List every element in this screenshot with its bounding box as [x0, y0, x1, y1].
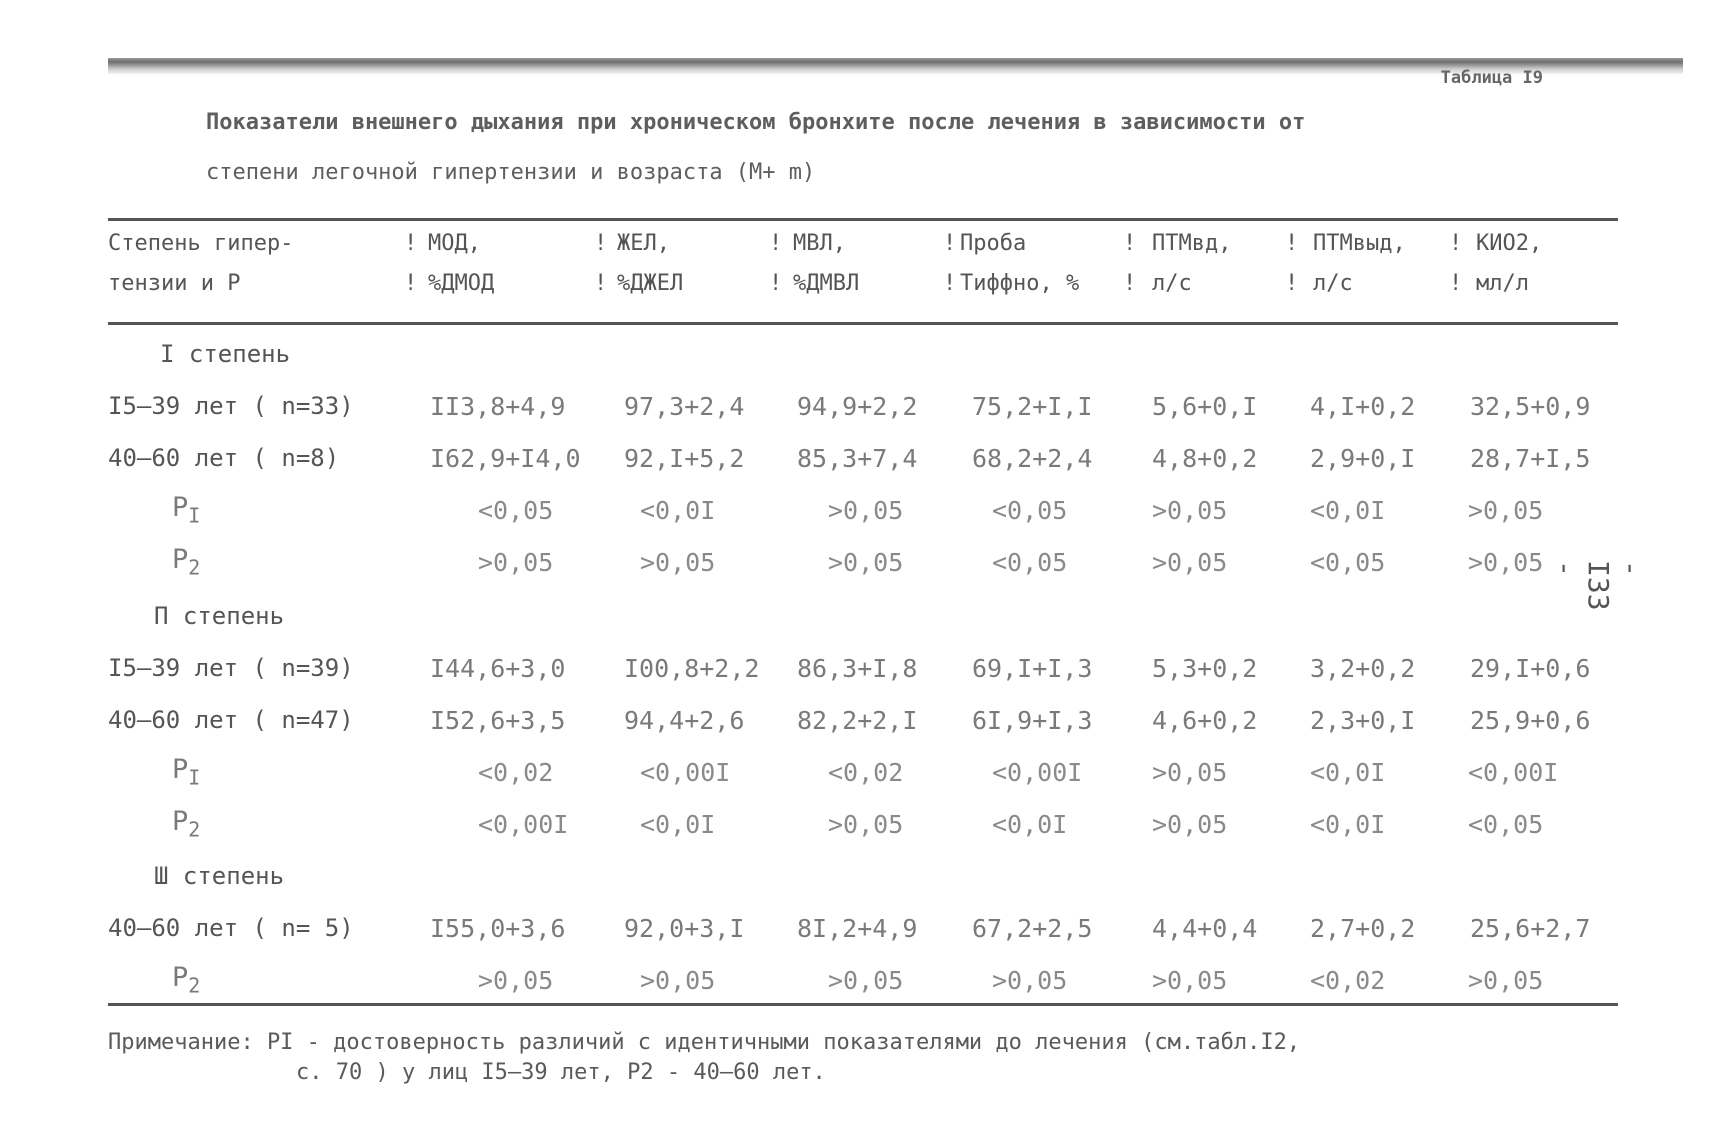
p-value-cell: <0,05 [478, 496, 554, 525]
value-cell: 8I,2+4,9 [797, 914, 918, 943]
value-cell: I55,0+3,6 [430, 914, 566, 943]
p-value-cell: <0,00I [1468, 758, 1559, 787]
value-cell: I00,8+2,2 [624, 654, 760, 683]
p-label: $P_2$ [172, 806, 201, 842]
value-cell: 4,8+0,2 [1152, 444, 1258, 473]
value-cell: 4,I+0,2 [1310, 392, 1416, 421]
header-separator: ! ! [404, 231, 418, 296]
row-label: 40–60 лет ( n=8) [108, 444, 340, 472]
header-separator: ! ! [1449, 231, 1463, 296]
p-value-cell: >0,05 [640, 548, 716, 577]
p-value-cell: <0,05 [992, 548, 1068, 577]
value-cell: II3,8+4,9 [430, 392, 566, 421]
value-cell: 6I,9+I,3 [972, 706, 1093, 735]
value-cell: 75,2+I,I [972, 392, 1093, 421]
p-value-cell: <0,05 [1310, 548, 1386, 577]
header-col-kio2: КИО2, мл/л [1476, 231, 1543, 296]
row-label: I5–39 лет ( n=39) [108, 654, 354, 682]
value-cell: 67,2+2,5 [972, 914, 1093, 943]
p-value-cell: >0,05 [992, 966, 1068, 995]
p-value-cell: <0,00I [640, 758, 731, 787]
value-cell: 94,9+2,2 [797, 392, 918, 421]
value-cell: 92,0+3,I [624, 914, 745, 943]
value-cell: 28,7+I,5 [1470, 444, 1591, 473]
header-separator: ! ! [769, 231, 783, 296]
value-cell: 69,I+I,3 [972, 654, 1093, 683]
value-cell: I52,6+3,5 [430, 706, 566, 735]
header-separator: ! ! [1285, 231, 1299, 296]
row-label: I5–39 лет ( n=33) [108, 392, 354, 420]
p-value-cell: >0,05 [1468, 966, 1544, 995]
p-value-cell: <0,0I [1310, 810, 1386, 839]
p-value-cell: >0,05 [1468, 496, 1544, 525]
caption-line-1: Показатели внешнего дыхания при хроническом бронхите после лечения в зависимости от [206, 110, 1306, 135]
header-separator: ! ! [1123, 231, 1137, 296]
header-col-mvl: МВЛ, %ДМВЛ [793, 231, 860, 296]
header-top-rule [108, 218, 1618, 221]
row-label: 40–60 лет ( n= 5) [108, 914, 354, 942]
value-cell: I62,9+I4,0 [430, 444, 581, 473]
caption-line-2: степени легочной гипертензии и возраста (M+ m) [206, 160, 816, 185]
p-value-cell: >0,05 [1152, 966, 1228, 995]
value-cell: I44,6+3,0 [430, 654, 566, 683]
value-cell: 2,7+0,2 [1310, 914, 1416, 943]
value-cell: 2,9+0,I [1310, 444, 1416, 473]
value-cell: 82,2+2,I [797, 706, 918, 735]
header-col-zhel: ЖЕЛ, %ДЖЕЛ [617, 231, 684, 296]
value-cell: 92,I+5,2 [624, 444, 745, 473]
p-value-cell: >0,05 [640, 966, 716, 995]
value-cell: 29,I+0,6 [1470, 654, 1591, 683]
p-value-cell: <0,0I [1310, 496, 1386, 525]
group-title: Ш степень [154, 862, 285, 890]
header-bottom-rule [108, 322, 1618, 325]
p-label: $P_2$ [172, 962, 201, 998]
value-cell: 25,6+2,7 [1470, 914, 1591, 943]
p-value-cell: <0,0I [992, 810, 1068, 839]
p-value-cell: >0,05 [1152, 496, 1228, 525]
p-value-cell: >0,05 [828, 966, 904, 995]
p-value-cell: >0,05 [828, 548, 904, 577]
p-value-cell: >0,05 [478, 966, 554, 995]
p-value-cell: >0,05 [1152, 758, 1228, 787]
p-value-cell: <0,0I [1310, 758, 1386, 787]
table-bottom-rule [108, 1003, 1618, 1006]
header-col-degree: Степень гипер- тензии и Р [108, 231, 294, 296]
note-line-1: Примечание: PI - достоверность различий с идентичными показателями до лечения (см.табл.I2, [108, 1030, 1301, 1055]
value-cell: 32,5+0,9 [1470, 392, 1591, 421]
header-col-mod: МОД, %ДМОД [428, 231, 495, 296]
p-value-cell: >0,05 [828, 810, 904, 839]
value-cell: 85,3+7,4 [797, 444, 918, 473]
p-value-cell: <0,0I [640, 496, 716, 525]
value-cell: 5,6+0,I [1152, 392, 1258, 421]
note-line-2: с. 70 ) у лиц I5–39 лет, P2 - 40–60 лет. [296, 1060, 826, 1085]
p-value-cell: <0,00I [478, 810, 569, 839]
table-note [108, 1028, 1578, 1088]
value-cell: 86,3+I,8 [797, 654, 918, 683]
row-label: 40–60 лет ( n=47) [108, 706, 354, 734]
header-col-ptm-vyd: ПТМвыд, л/с [1313, 231, 1406, 296]
table-caption [206, 98, 1566, 198]
p-value-cell: <0,0I [640, 810, 716, 839]
value-cell: 3,2+0,2 [1310, 654, 1416, 683]
header-col-tiffno: Проба Тиффно, % [960, 231, 1080, 296]
group-title: П степень [154, 602, 285, 630]
value-cell: 2,3+0,I [1310, 706, 1416, 735]
value-cell: 25,9+0,6 [1470, 706, 1591, 735]
value-cell: 4,4+0,4 [1152, 914, 1258, 943]
p-value-cell: >0,05 [478, 548, 554, 577]
p-value-cell: <0,00I [992, 758, 1083, 787]
value-cell: 97,3+2,4 [624, 392, 745, 421]
p-value-cell: <0,02 [828, 758, 904, 787]
p-value-cell: <0,05 [1468, 810, 1544, 839]
header-col-ptm-vd: ПТМвд, л/с [1152, 231, 1232, 296]
page-number: - I33 - [1549, 560, 1648, 611]
p-value-cell: <0,05 [992, 496, 1068, 525]
p-value-cell: <0,02 [1310, 966, 1386, 995]
p-label: $P_I$ [172, 492, 201, 528]
p-label: $P_I$ [172, 754, 201, 790]
value-cell: 94,4+2,6 [624, 706, 745, 735]
p-value-cell: >0,05 [1152, 548, 1228, 577]
group-title: I степень [160, 340, 291, 368]
header-separator: ! ! [594, 231, 608, 296]
value-cell: 5,3+0,2 [1152, 654, 1258, 683]
value-cell: 68,2+2,4 [972, 444, 1093, 473]
p-value-cell: >0,05 [1152, 810, 1228, 839]
p-value-cell: >0,05 [1468, 548, 1544, 577]
p-label: $P_2$ [172, 544, 201, 580]
value-cell: 4,6+0,2 [1152, 706, 1258, 735]
p-value-cell: >0,05 [828, 496, 904, 525]
header-separator: ! ! [943, 231, 957, 296]
table-label: Таблица I9 [1440, 68, 1543, 88]
p-value-cell: <0,02 [478, 758, 554, 787]
